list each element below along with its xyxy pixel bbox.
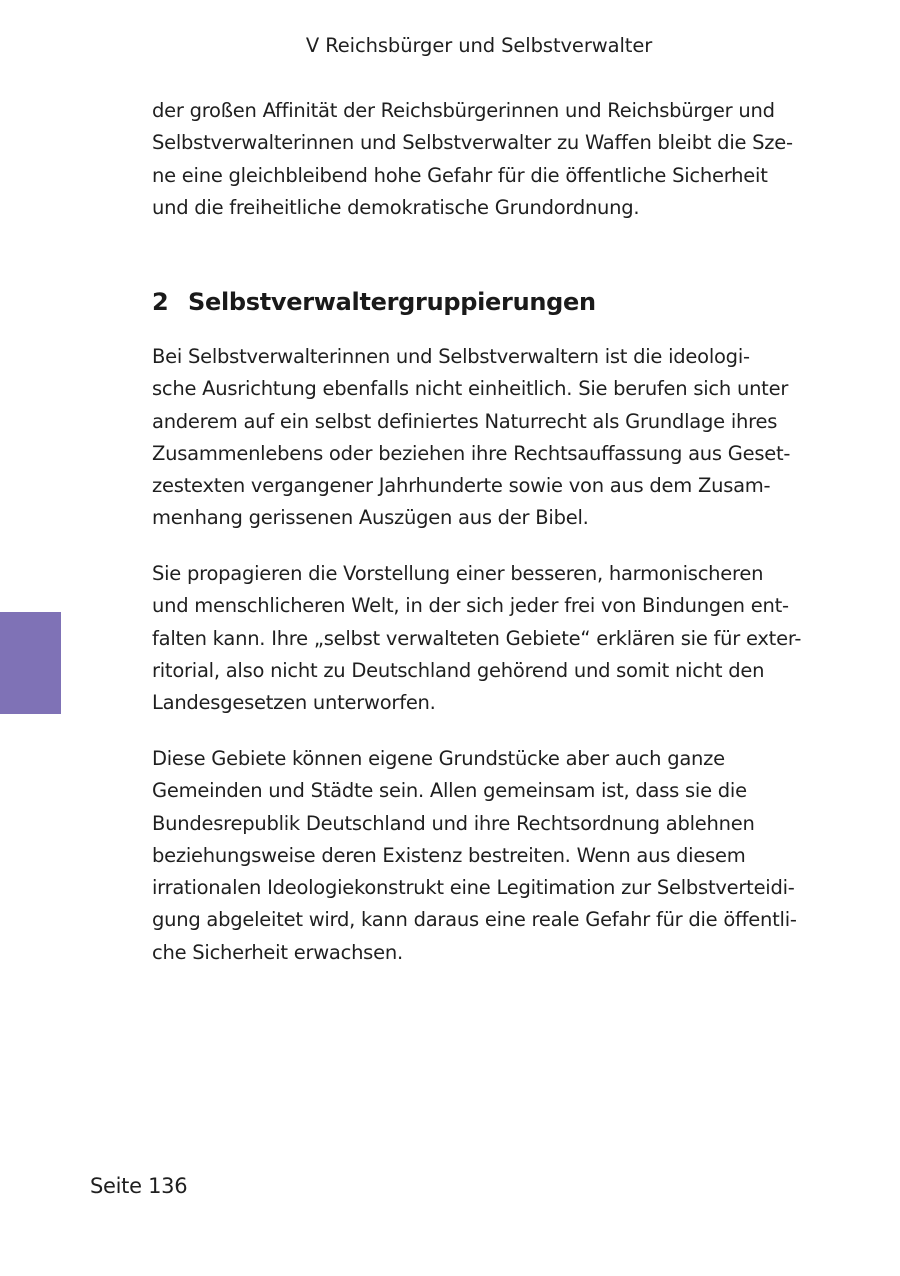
paragraph-line: Zusammenlebens oder beziehen ihre Rechtsauffassung aus Geset- [152, 441, 791, 465]
paragraph-line: und menschlicheren Welt, in der sich jeder frei von Bindungen ent- [152, 594, 789, 618]
paragraph-line: Gemeinden und Städte sein. Allen gemeinsam ist, dass sie die [152, 779, 747, 803]
chapter-tab [0, 612, 61, 714]
page-number: Seite 136 [90, 1174, 188, 1198]
section-number: 2 [152, 288, 169, 316]
paragraph-line: anderem auf ein selbst definiertes Naturrecht als Grundlage ihres [152, 409, 778, 433]
paragraph-line: gung abgeleitet wird, kann daraus eine reale Gefahr für die öffentli- [152, 908, 797, 932]
paragraph-line: Selbstverwalterinnen und Selbstverwalter zu Waffen bleibt die Sze- [152, 131, 793, 155]
intro-paragraph [152, 95, 812, 224]
body-paragraph [152, 341, 812, 535]
paragraph-line: ne eine gleichbleibend hohe Gefahr für die öffentliche Sicherheit [152, 163, 768, 187]
paragraph-line: und die freiheitliche demokratische Grundordnung. [152, 195, 640, 219]
paragraph-line: irrationalen Ideologiekonstrukt eine Legitimation zur Selbstverteidi- [152, 876, 795, 900]
paragraph-line: Bundesrepublik Deutschland und ihre Rechtsordnung ablehnen [152, 811, 755, 835]
body-paragraph [152, 558, 812, 719]
paragraph-line: Diese Gebiete können eigene Grundstücke aber auch ganze [152, 747, 725, 770]
paragraph-line: beziehungsweise deren Existenz bestreiten. Wenn aus diesem [152, 843, 746, 867]
paragraph-line: ritorial, also nicht zu Deutschland gehörend und somit nicht den [152, 658, 765, 682]
paragraph-line: sche Ausrichtung ebenfalls nicht einheitlich. Sie berufen sich unter [152, 377, 789, 401]
section-title: Selbstverwaltergruppierungen [188, 288, 596, 316]
paragraph-line: Sie propagieren die Vorstellung einer besseren, harmonischeren [152, 562, 764, 585]
paragraph-line: Bei Selbstverwalterinnen und Selbstverwaltern ist die ideologi- [152, 345, 750, 368]
section-heading [152, 288, 596, 316]
paragraph-line: falten kann. Ihre „selbst verwalteten Gebiete“ erklären sie für exter- [152, 626, 802, 650]
body-paragraph [152, 743, 812, 969]
running-header: V Reichsbürger und Selbstverwalter [305, 34, 653, 57]
paragraph-line: che Sicherheit erwachsen. [152, 940, 403, 964]
paragraph-line: menhang gerissenen Auszügen aus der Bibel. [152, 506, 589, 530]
paragraph-line: der großen Affinität der Reichsbürgerinnen und Reichsbürger und [152, 99, 775, 122]
paragraph-line: zestexten vergangener Jahrhunderte sowie von aus dem Zusam- [152, 474, 771, 498]
paragraph-line: Landesgesetzen unterworfen. [152, 691, 436, 715]
